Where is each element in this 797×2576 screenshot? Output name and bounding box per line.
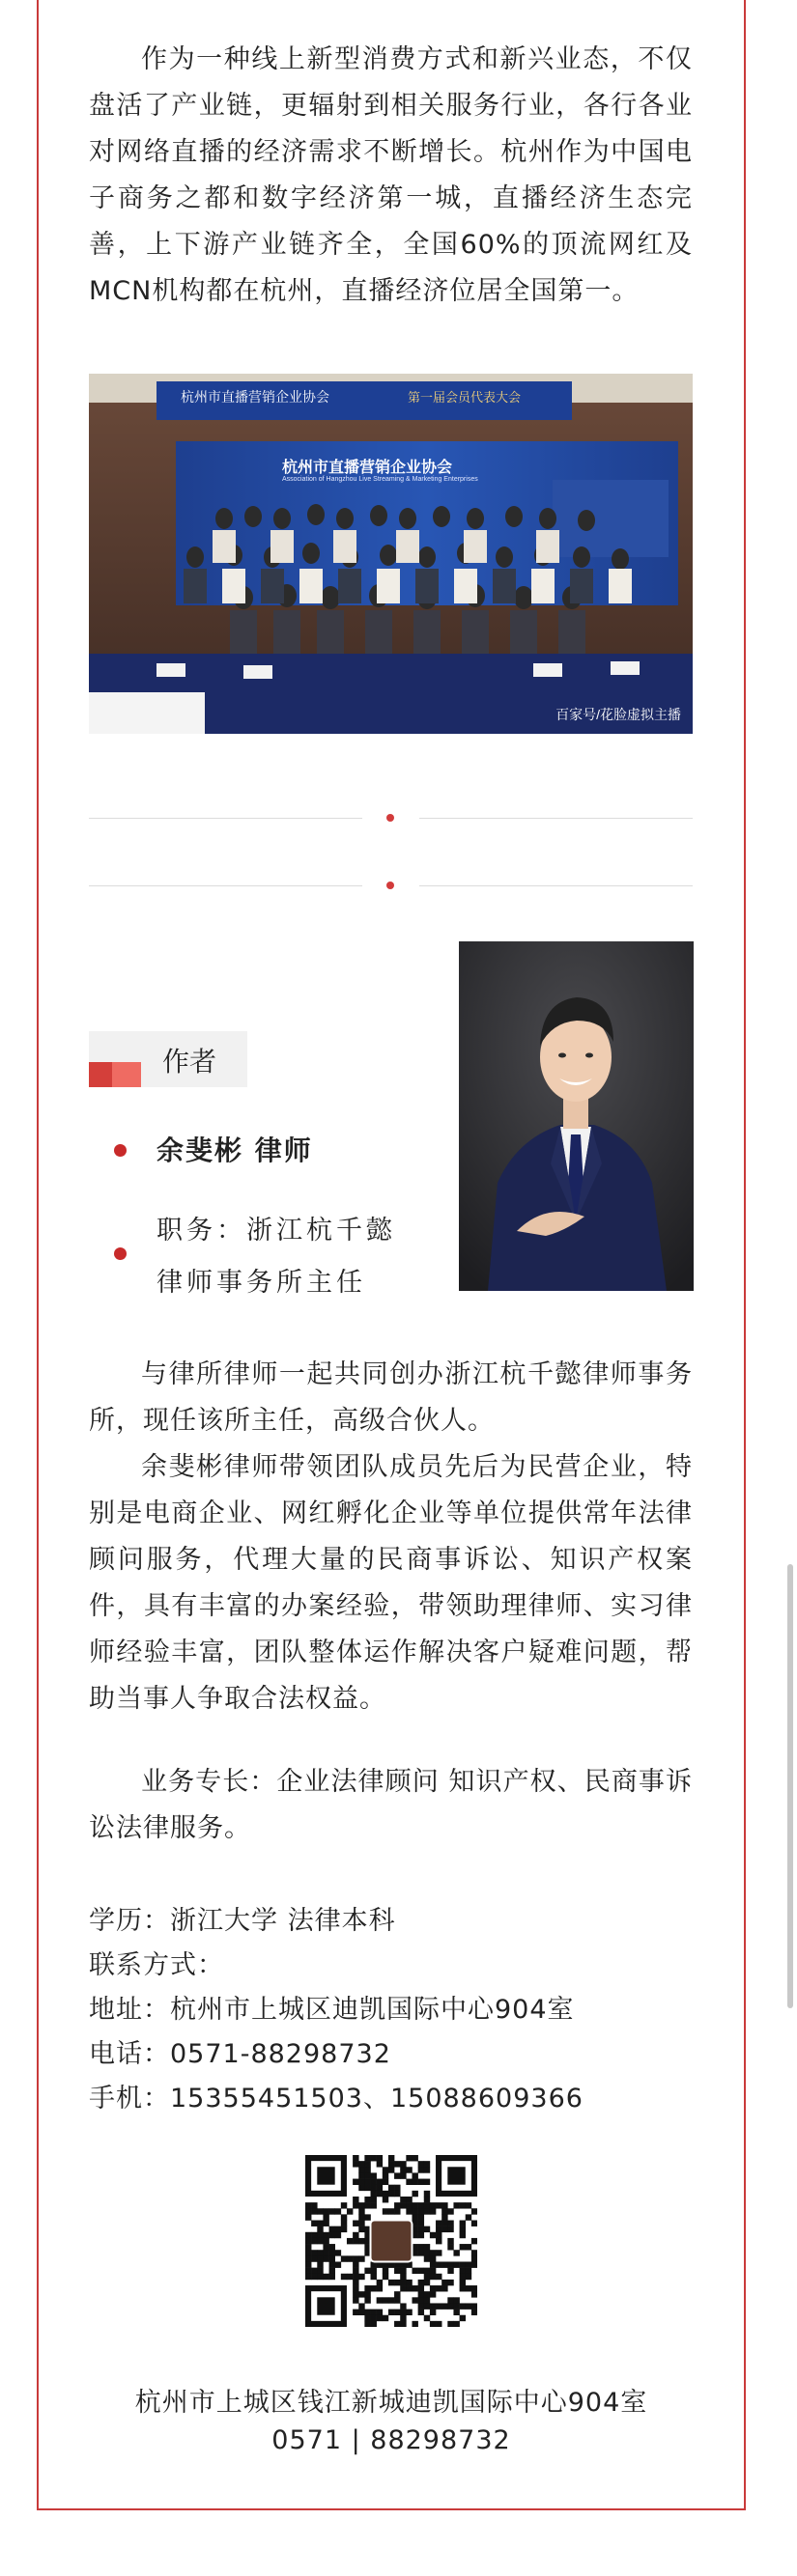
association-group-photo [89,374,693,734]
bio-paragraph-1: 与律所律师一起共同创办浙江杭千懿律师事务所，现任该所主任，高级合伙人。 [89,1359,693,1436]
author-position-line1: 职务：浙江杭千懿 [157,1216,396,1246]
author-tag [89,1031,247,1087]
photo-watermark: 百家号/花脸虚拟主播 [555,707,681,722]
photo-banner-suffix: 第一届会员代表大会 [408,390,522,405]
bullet-dot-name [114,1144,127,1157]
divider-line-left-2 [89,885,362,886]
address-line: 地址：杭州市上城区迪凯国际中心904室 [89,1995,575,2025]
photo-backdrop-subtitle: Association of Hangzhou Live Streaming & Marketing Enterprises [282,476,478,483]
bullet-dot-position [114,1247,127,1260]
mobile-line: 手机：15355451503、15088609366 [89,2084,584,2114]
author-position-line2: 律师事务所主任 [157,1268,366,1298]
education-line: 学历：浙江大学 法律本科 [89,1906,396,1936]
scrollbar[interactable] [787,1564,793,2008]
author-name: 余斐彬 律师 [157,1134,313,1166]
intro-paragraph: 作为一种线上新型消费方式和新兴业态，不仅盘活了产业链，更辐射到相关服务行业，各行各业对网络直播的经济需求不断增长。杭州作为中国电子商务之都和数字经济第一城，直播经济生态完善，上下游产业链齐全，全国60%的顶流网红及MCN机构都在杭州，直播经济位居全国第一。 [89,44,693,306]
divider-dot-1 [386,814,394,822]
bio-paragraph-2: 余斐彬律师带领团队成员先后为民营企业，特别是电商企业、网红孵化企业等单位提供常年法律顾问服务，代理大量的民商事诉讼、知识产权案件，具有丰富的办案经验，带领助理律师、实习律师经验丰富，团队整体运作解决客户疑难问题，帮助当事人争取合法权益。 [89,1452,693,1714]
footer-address: 杭州市上城区钱江新城迪凯国际中心904室 [134,2388,648,2418]
portrait-illustration [459,941,694,1291]
frame-right-border [744,0,746,2510]
photo-backdrop-title: 杭州市直播营销企业协会 [282,460,453,476]
author-tag-label: 作者 [162,1046,217,1078]
divider-line-right-2 [419,885,693,886]
frame-bottom-border [37,2508,746,2510]
author-portrait [459,941,694,1291]
divider-dot-2 [386,882,394,889]
frame-left-border [37,0,39,2510]
tag-square-dark [89,1062,114,1087]
footer-phone: 0571 | 88298732 [271,2425,511,2455]
divider-line-right-1 [419,818,693,819]
divider-line-left-1 [89,818,362,819]
contact-label: 联系方式： [89,1950,224,1980]
qr-code-graphic [305,2155,477,2327]
photo-banner-title: 杭州市直播营销企业协会 [181,389,329,405]
phone-line: 电话：0571-88298732 [89,2039,391,2069]
tag-square-light [112,1062,141,1087]
group-photo-illustration [89,374,693,734]
qr-code[interactable] [305,2155,477,2327]
bio-paragraph-3: 业务专长：企业法律顾问 知识产权、民商事诉讼法律服务。 [89,1767,693,1843]
